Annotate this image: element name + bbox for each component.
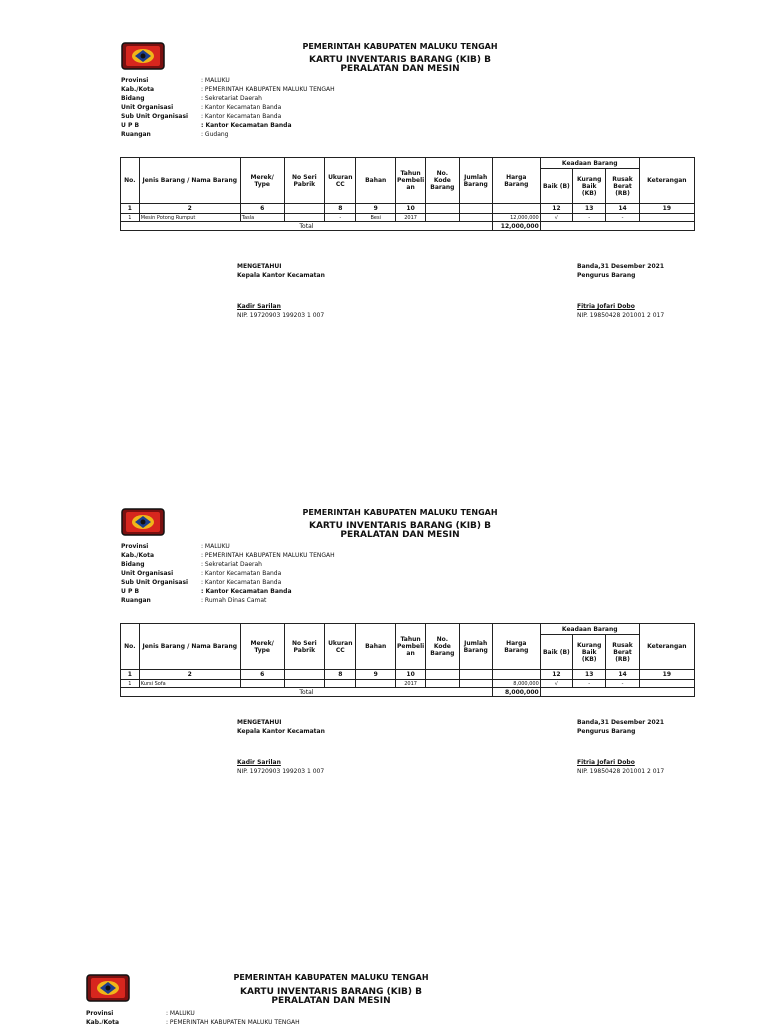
signer-left-name: Kadir Sarilan [237,759,281,766]
col-no: No. [121,158,140,204]
colnum: 8 [325,670,356,680]
column-number-row [121,670,695,680]
colnum [284,204,325,214]
card-info [121,542,335,605]
cell-rusak: - [606,214,639,222]
label-bidang: Bidang [121,95,145,102]
colnum: 10 [395,670,425,680]
col-keterangan: Keterangan [639,158,694,204]
total-row [121,688,695,697]
value-subunit: : Kantor Kecamatan Banda [201,579,282,586]
col-ukuran: Ukuran CC [325,158,356,204]
label-provinsi: Provinsi [121,543,149,550]
col-harga: Harga Barang [492,624,540,670]
value-provinsi: : MALUKU [201,77,230,84]
signer-right-nip: NIP. 19850428 201001 2 017 [577,768,665,775]
col-seri: No Seri Pabrik [284,624,325,670]
cell-baik: √ [540,214,572,222]
label-subunit: Sub Unit Organisasi [121,579,189,586]
cell-tahun: 2017 [395,214,425,222]
colnum: 6 [240,204,284,214]
label-ruangan: Ruangan [121,597,151,604]
value-bidang: : Sekretariat Daerah [201,561,262,568]
col-kode: No. Kode Barang [426,624,459,670]
col-tahun: Tahun Pembeli an [395,158,425,204]
colnum [426,204,459,214]
colnum [284,670,325,680]
value-provinsi: : MALUKU [166,1010,195,1017]
colnum: 14 [606,670,639,680]
col-bahan: Bahan [356,158,396,204]
col-seri: No Seri Pabrik [284,158,325,204]
colnum [459,670,492,680]
table-row [121,214,695,222]
col-keadaan: Keadaan Barang [540,158,639,169]
cell-keterangan [639,214,694,222]
government-heading: PEMERINTAH KABUPATEN MALUKU TENGAH [302,42,498,51]
signer-left-name: Kadir Sarilan [237,303,281,310]
colnum [492,670,540,680]
cell-nama: Mesin Potong Rumput [139,214,240,222]
colnum: 9 [356,670,396,680]
card-title: KARTU INVENTARIS BARANG (KIB) B [239,987,423,997]
label-provinsi: Provinsi [121,77,149,84]
colnum: 14 [606,204,639,214]
signer-right-nip: NIP. 19850428 201001 2 017 [577,312,665,319]
value-provinsi: : MALUKU [201,543,230,550]
total-row [121,222,695,231]
col-kurang: Kurang Baik (KB) [573,635,606,670]
inventory-table [120,623,695,697]
label-subunit: Sub Unit Organisasi [121,113,189,120]
colnum [492,204,540,214]
signer-left-nip: NIP. 19720903 199203 1 007 [237,312,325,319]
card-subtitle: PERALATAN DAN MESIN [271,996,391,1006]
col-merk: Merek/ Type [240,158,284,204]
value-unit: : Kantor Kecamatan Banda [201,570,282,577]
colnum: 13 [573,204,606,214]
value-subunit: : Kantor Kecamatan Banda [201,113,282,120]
col-ukuran: Ukuran CC [325,624,356,670]
cell-no: 1 [121,214,140,222]
cell-rusak: - [606,680,639,688]
place-date: Banda,31 Desember 2021 [577,719,665,726]
card-title: KARTU INVENTARIS BARANG (KIB) B [308,55,492,65]
cell-bahan: Besi [356,214,396,222]
col-keterangan: Keterangan [639,624,694,670]
col-keadaan: Keadaan Barang [540,624,639,635]
table-row [121,680,695,688]
cell-keterangan [639,680,694,688]
colnum: 19 [639,670,694,680]
cell-ukuran: - [325,214,356,222]
colnum: 12 [540,204,572,214]
value-unit: : Kantor Kecamatan Banda [201,104,282,111]
pengurus-label: Pengurus Barang [577,272,636,279]
cell-no: 1 [121,680,140,688]
card-subtitle: PERALATAN DAN MESIN [340,64,460,74]
column-number-row [121,204,695,214]
kepala-label: Kepala Kantor Kecamatan [237,272,325,279]
cell-merk [240,680,284,688]
cell-seri [284,680,325,688]
cell-kurang: - [573,680,606,688]
cell-jumlah [459,214,492,222]
colnum [459,204,492,214]
label-kabkota: Kab./Kota [121,552,155,559]
card-info [86,1009,300,1024]
cell-bahan [356,680,396,688]
label-provinsi: Provinsi [86,1010,114,1017]
value-bidang: : Sekretariat Daerah [201,95,262,102]
inventory-card-3 [0,930,768,1024]
cell-seri [284,214,325,222]
cell-merk: Tasla [240,214,284,222]
cell-kurang: - [573,214,606,222]
total-label: Total [121,222,493,231]
col-tahun: Tahun Pembeli an [395,624,425,670]
col-kode: No. Kode Barang [426,158,459,204]
total-value: 12,000,000 [492,222,540,231]
col-jumlah: Jumlah Barang [459,158,492,204]
pengurus-label: Pengurus Barang [577,728,636,735]
inventory-card-1 [0,0,768,340]
cell-baik: √ [540,680,572,688]
value-ruangan: : Rumah Dinas Camat [201,597,267,604]
card-title: KARTU INVENTARIS BARANG (KIB) B [308,521,492,531]
value-kabkota: : PEMERINTAH KABUPATEN MALUKU TENGAH [201,552,335,559]
col-no: No. [121,624,140,670]
colnum: 2 [139,204,240,214]
colnum: 1 [121,204,140,214]
signature-right [577,262,664,320]
cell-ukuran [325,680,356,688]
total-filler [540,222,694,231]
col-merk: Merek/ Type [240,624,284,670]
colnum: 12 [540,670,572,680]
cell-jumlah [459,680,492,688]
colnum [426,670,459,680]
col-kurang: Kurang Baik (KB) [573,169,606,204]
card-subtitle: PERALATAN DAN MESIN [340,530,460,540]
inventory-card-2 [0,466,768,806]
label-upb: U P B [121,122,140,129]
value-upb: : Kantor Kecamatan Banda [201,122,292,129]
colnum: 2 [139,670,240,680]
col-rusak: Rusak Berat (RB) [606,169,639,204]
value-kabkota: : PEMERINTAH KABUPATEN MALUKU TENGAH [201,86,335,93]
total-filler [540,688,694,697]
signer-left-nip: NIP. 19720903 199203 1 007 [237,768,325,775]
government-heading: PEMERINTAH KABUPATEN MALUKU TENGAH [233,973,429,982]
colnum: 10 [395,204,425,214]
cell-nama: Kursi Sofa [139,680,240,688]
col-jumlah: Jumlah Barang [459,624,492,670]
signature-left [237,718,325,776]
colnum: 19 [639,204,694,214]
signer-right-name: Fitria Jofari Dobo [577,303,635,310]
signer-right-name: Fitria Jofari Dobo [577,759,635,766]
cell-harga: 8,000,000 [492,680,540,688]
total-value: 8,000,000 [492,688,540,697]
label-upb: U P B [121,588,140,595]
col-jenis: Jenis Barang / Nama Barang [139,158,240,204]
mengetahui-label: MENGETAHUI [237,719,282,726]
cell-tahun: 2017 [395,680,425,688]
label-kabkota: Kab./Kota [86,1019,120,1024]
label-unit: Unit Organisasi [121,570,174,577]
col-bahan: Bahan [356,624,396,670]
value-kabkota: : PEMERINTAH KABUPATEN MALUKU TENGAH [166,1019,300,1024]
label-unit: Unit Organisasi [121,104,174,111]
value-upb: : Kantor Kecamatan Banda [201,588,292,595]
cell-harga: 12,000,000 [492,214,540,222]
cell-kode [426,214,459,222]
cell-kode [426,680,459,688]
signature-left [237,262,325,320]
kepala-label: Kepala Kantor Kecamatan [237,728,325,735]
col-baik: Baik (B) [540,635,572,670]
col-baik: Baik (B) [540,169,572,204]
colnum: 1 [121,670,140,680]
col-jenis: Jenis Barang / Nama Barang [139,624,240,670]
colnum: 6 [240,670,284,680]
colnum: 13 [573,670,606,680]
place-date: Banda,31 Desember 2021 [577,263,665,270]
label-ruangan: Ruangan [121,131,151,138]
inventory-table [120,157,695,231]
colnum: 9 [356,204,396,214]
label-bidang: Bidang [121,561,145,568]
total-label: Total [121,688,493,697]
signature-right [577,718,664,776]
card-info [121,76,335,139]
col-harga: Harga Barang [492,158,540,204]
colnum: 8 [325,204,356,214]
value-ruangan: : Gudang [201,131,229,138]
government-heading: PEMERINTAH KABUPATEN MALUKU TENGAH [302,508,498,517]
mengetahui-label: MENGETAHUI [237,263,282,270]
label-kabkota: Kab./Kota [121,86,155,93]
col-rusak: Rusak Berat (RB) [606,635,639,670]
